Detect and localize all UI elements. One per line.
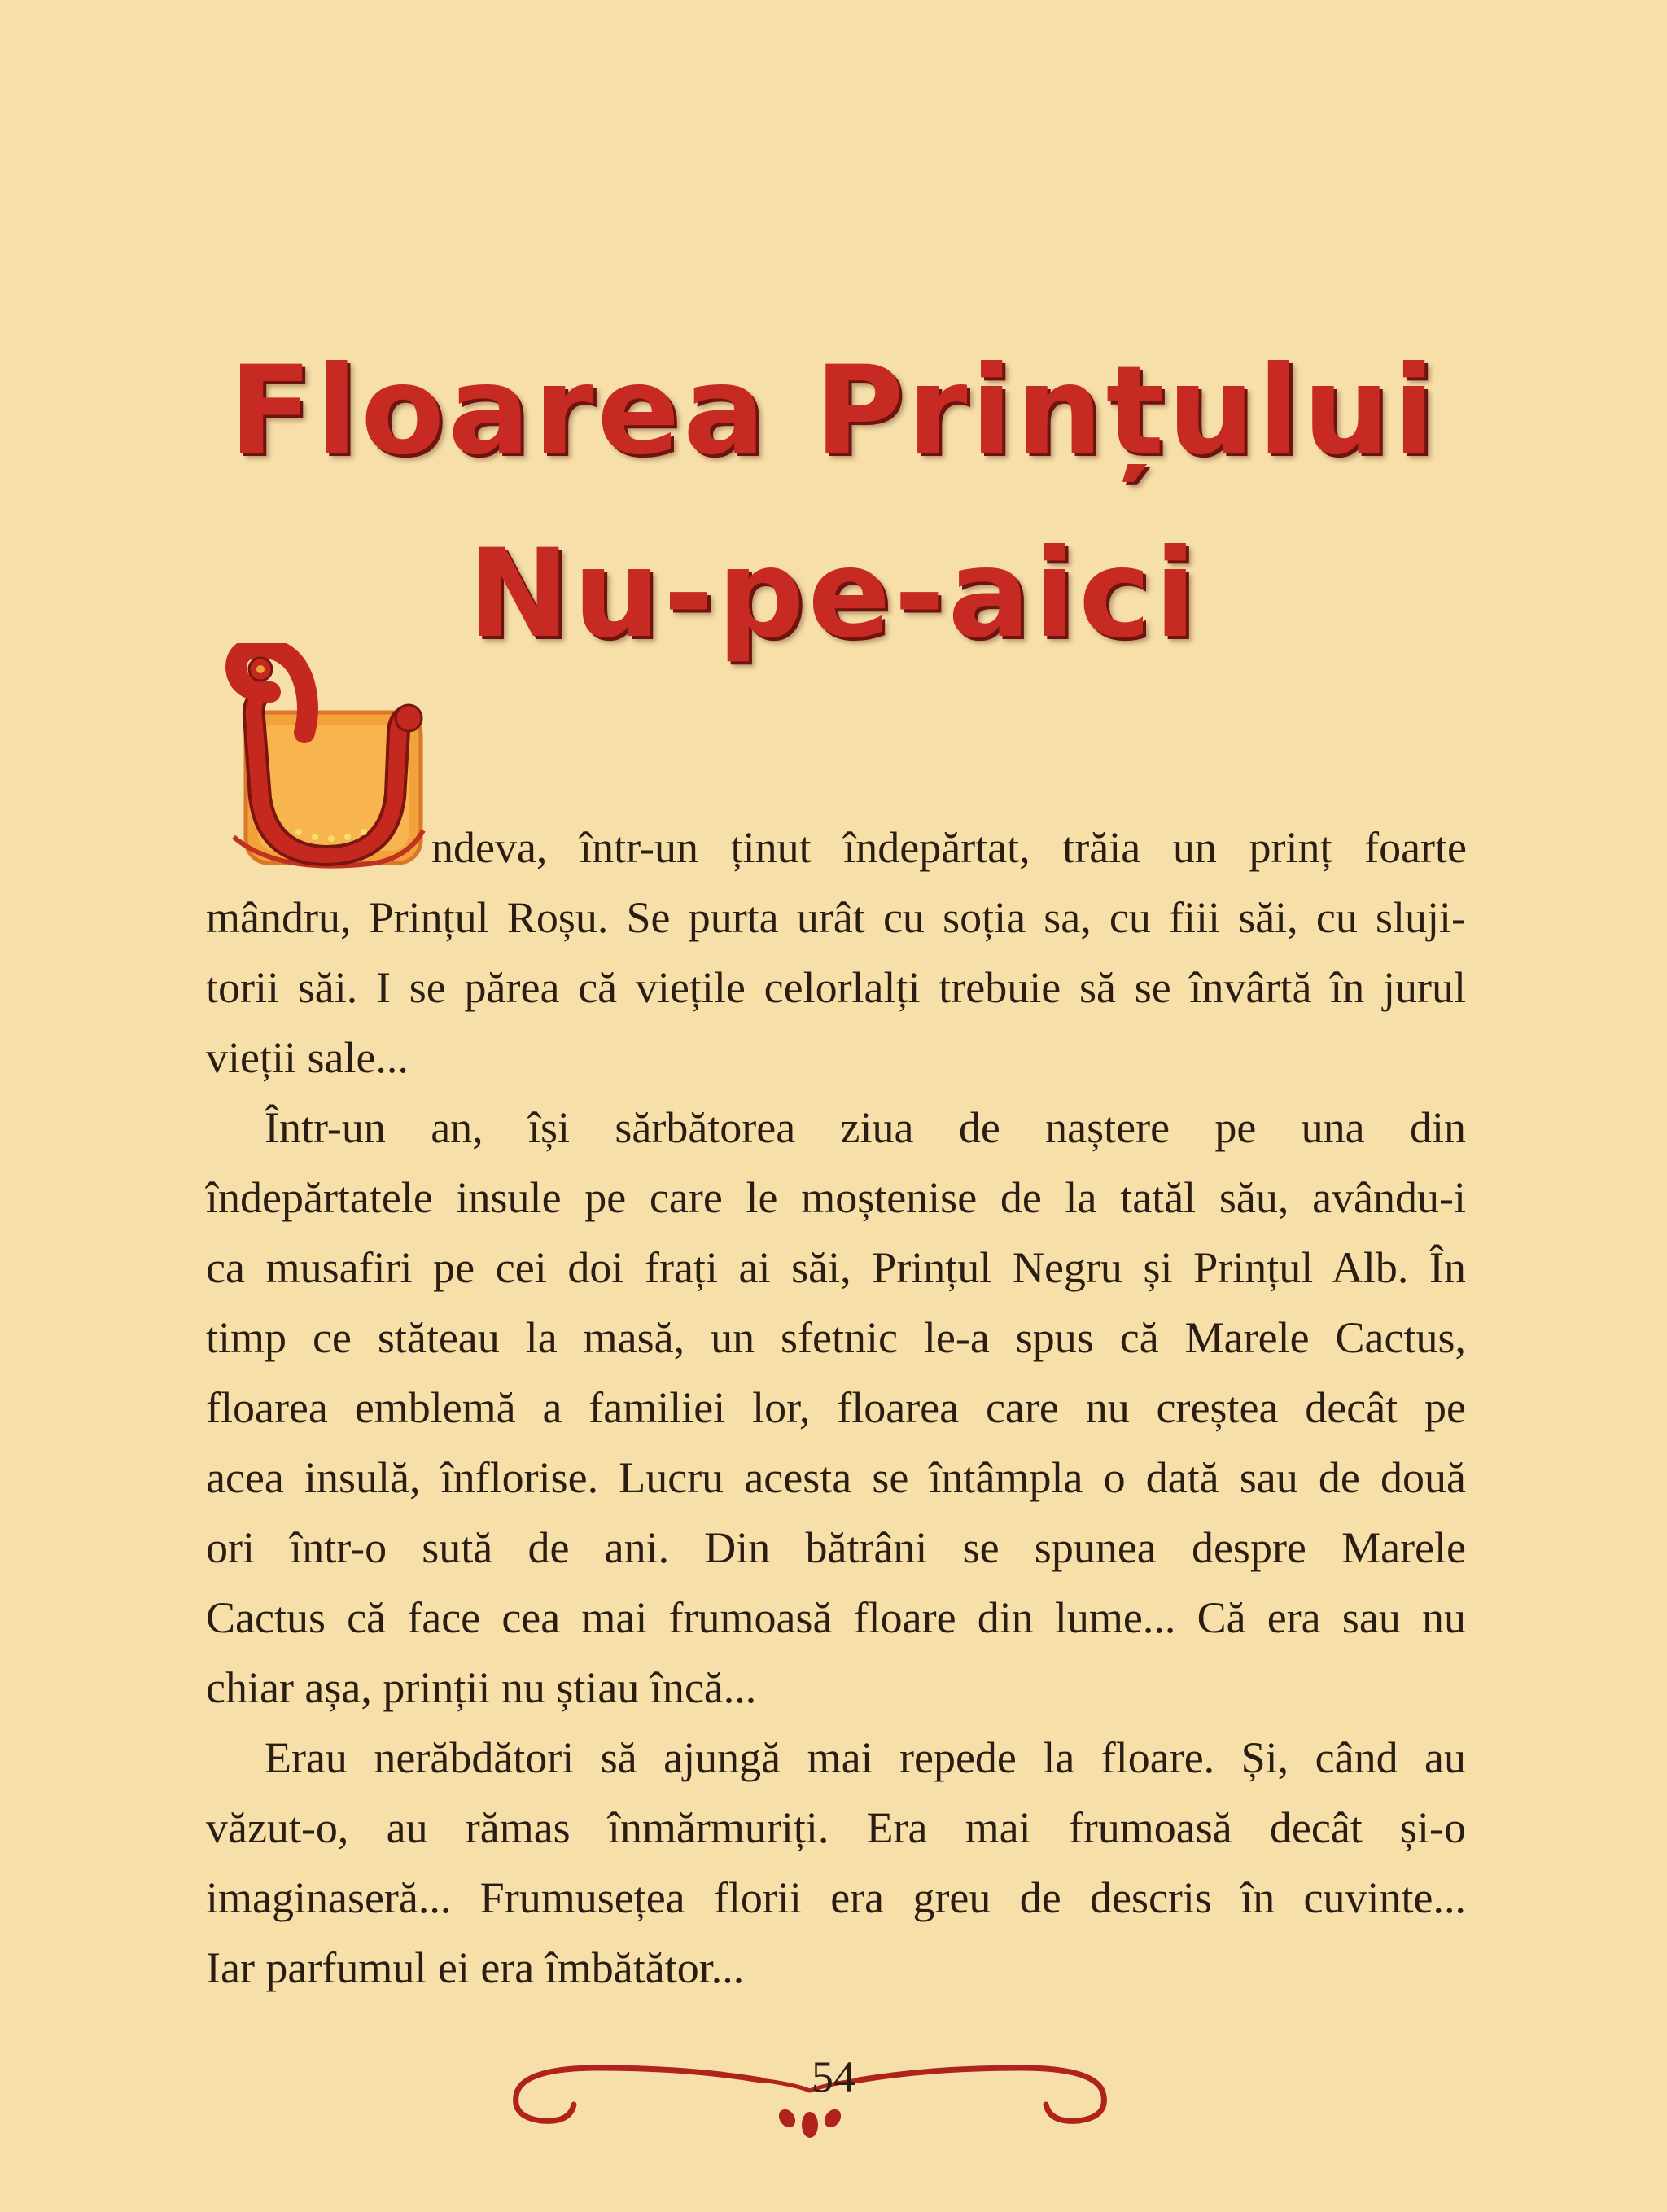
paragraph-2-line-6: acea insulă, înflorise. Lucru acesta se întâmpla o dată sau de două <box>206 1453 1466 1502</box>
paragraph-2-line-3: ca musafiri pe cei doi frați ai săi, Prințul Negru și Prințul Alb. În <box>206 1243 1466 1292</box>
paragraph-1-line-3: torii săi. I se părea că viețile celorlalți trebuie să se învârtă în jurul <box>206 963 1466 1012</box>
page-number: 54 <box>812 2052 855 2101</box>
page-title-line-1: Floarea Prințului <box>229 340 1438 482</box>
paragraph-2-line-7: ori într-o sută de ani. Din bătrâni se spunea despre Marele <box>206 1523 1466 1572</box>
paragraph-2-line-2: îndepărtatele insule pe care le moștenise de la tatăl său, avându-i <box>206 1173 1466 1222</box>
ornamental-drop-cap-icon <box>213 643 433 887</box>
page-title-line-2: Nu-pe-aici <box>467 523 1200 665</box>
paragraph-1-line-1: ndeva, într-un ținut îndepărtat, trăia un prinț foarte <box>431 823 1467 872</box>
paragraph-2-line-8: Cactus că face cea mai frumoasă floare din lume... Că era sau nu <box>206 1593 1466 1642</box>
paragraph-3-line-1: Erau nerăbdători să ajungă mai repede la floare. Și, când au <box>265 1733 1466 1782</box>
paragraph-3-line-4: Iar parfumul ei era îmbătător... <box>206 1943 745 1992</box>
paragraph-2-line-5: floarea emblemă a familiei lor, floarea care nu creștea decât pe <box>206 1383 1466 1432</box>
paragraph-3-line-2: văzut-o, au rămas înmărmuriți. Era mai frumoasă decât și-o <box>206 1803 1466 1852</box>
paragraph-2-line-4: timp ce stăteau la masă, un sfetnic le-a spus că Marele Cactus, <box>206 1313 1466 1362</box>
paragraph-2-line-1: Într-un an, își sărbătorea ziua de naștere pe una din <box>265 1103 1466 1152</box>
paragraph-2-line-9: chiar așa, prinții nu știau încă... <box>206 1663 757 1712</box>
paragraph-1-line-2: mândru, Prințul Roșu. Se purta urât cu soția sa, cu fiii săi, cu sluji- <box>206 893 1466 942</box>
paragraph-1-line-4: vieții sale... <box>206 1033 409 1082</box>
paragraph-3-line-3: imaginaseră... Frumusețea florii era greu de descris în cuvinte... <box>206 1873 1466 1922</box>
